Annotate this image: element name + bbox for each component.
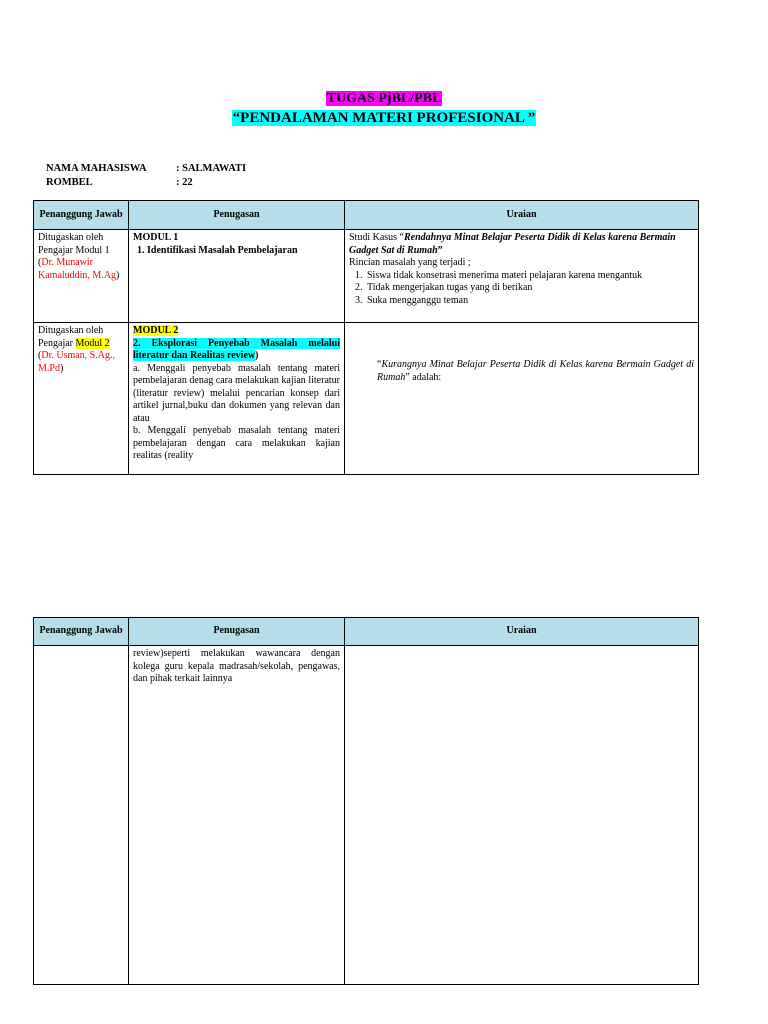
student-name-row — [46, 163, 246, 174]
list-item: 2. Tidak mengerjakan tugas yang di berikan — [365, 282, 694, 295]
header-uraian: Uraian — [345, 618, 699, 646]
table-row — [34, 323, 699, 475]
task-cell-modul1 — [129, 230, 345, 323]
lecturer-name: Dr. Munawir Kamaluddin, M.Ag — [38, 257, 117, 281]
task-cell-modul2 — [129, 323, 345, 475]
header-uraian: Uraian — [345, 201, 699, 230]
student-name-label: NAMA MAHASISWA — [46, 163, 147, 174]
header-penugasan: Penugasan — [129, 201, 345, 230]
details-intro: Rincian masalah yang terjadi ; — [349, 257, 471, 268]
case-study: Studi Kasus “Rendahnya Minat Belajar Peserta Didik di Kelas karena Bermain Gadget Sat di Rumah” — [349, 232, 676, 256]
header-penanggung-jawab: Penanggung Jawab — [34, 201, 129, 230]
modul-label: MODUL 2 — [133, 325, 179, 336]
list-item: 1. Siswa tidak konsetrasi menerima materi pelajaran karena mengantuk — [365, 270, 694, 283]
list-item: 3. Suka mengganggu teman — [365, 295, 694, 308]
table-header-row — [34, 618, 699, 646]
header-penanggung-jawab: Penanggung Jawab — [34, 618, 129, 646]
assignment-title: TUGAS PjBL/PBL — [326, 91, 442, 106]
pj-cell-modul2: Ditugaskan oleh Pengajar Modul 2 (Dr. Usman, S.Ag., M.Pd) — [34, 323, 129, 475]
rombel-value: : 22 — [176, 177, 193, 188]
pj-cell-modul1: Ditugaskan oleh Pengajar Modul 1 (Dr. Munawir Kamaluddin, M.Ag) — [34, 230, 129, 323]
task-cell-continued: review)seperti melakukan wawancara dengan kolega guru kepala madrasah/sekolah, pengawas, dan pihak terkait lainnya — [129, 646, 345, 985]
task-title: 1. Identifikasi Masalah Pembelajaran — [137, 244, 298, 256]
pj-cell-empty — [34, 646, 129, 985]
student-name-value: : SALMAWATI — [176, 163, 247, 174]
assignment-table-1 — [33, 200, 699, 475]
problem-list — [349, 270, 694, 308]
header-penugasan: Penugasan — [129, 618, 345, 646]
rombel-label: ROMBEL — [46, 177, 93, 188]
table-row — [34, 230, 699, 323]
table-header-row — [34, 201, 699, 230]
description-cell-modul1 — [345, 230, 699, 323]
assignment-table-2 — [33, 617, 699, 985]
description-cell-modul2 — [345, 323, 699, 475]
task-text-a: a. Menggali penyebab masalah tentang materi pembelajaran denag cara melakukan kajian literatur (literatur review) melalui pencarian konsep dari artikel jurnal,buku dan dokumen yang relevan dan atau — [133, 362, 340, 424]
description-cell-empty — [345, 646, 699, 985]
table-row — [34, 646, 699, 985]
task-title: 2. Eksplorasi Penyebab Masalah melalui literatur dan Realitas review) — [133, 337, 340, 361]
assignment-subtitle: “PENDALAMAN MATERI PROFESIONAL ” — [232, 110, 536, 126]
analysis-quote: “Kurangnya Minat Belajar Peserta Didik di Kelas karena Bermain Gadget di Rumah” adalah: — [377, 359, 694, 383]
student-rombel-row — [46, 177, 193, 188]
lecturer-name: Dr. Usman, S.Ag., M.Pd — [38, 350, 115, 374]
task-text-b: b. Menggali penyebab masalah tentang materi pembelajaran dengan cara melakukan kajian realitas (reality — [133, 425, 340, 461]
modul-label: MODUL 1 — [133, 232, 179, 243]
